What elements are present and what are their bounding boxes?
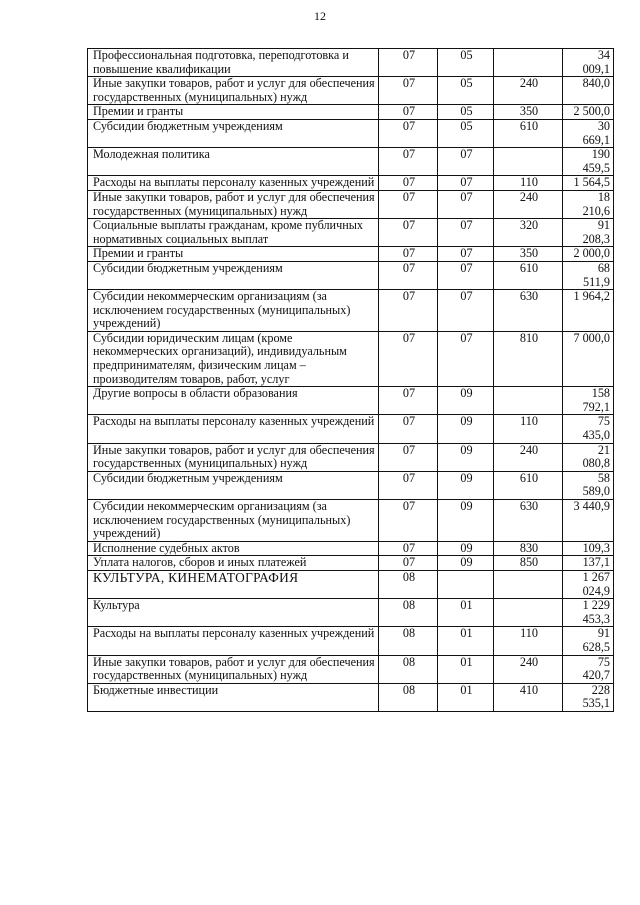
row-name-cell: Иные закупки товаров, работ и услуг для обеспечения государственных (муниципальных) нужд [88, 190, 379, 218]
row-subsection-cell: 09 [438, 541, 494, 556]
row-section-cell: 07 [379, 190, 438, 218]
row-subsection-cell: 09 [438, 387, 494, 415]
row-expense-type-cell [494, 387, 563, 415]
row-section-cell: 07 [379, 49, 438, 77]
row-name-cell: Субсидии бюджетным учреждениям [88, 471, 379, 499]
row-amount-cell: 75 420,7 [563, 655, 614, 683]
budget-table-body [88, 49, 614, 712]
table-row [88, 261, 614, 289]
row-expense-type-cell: 240 [494, 655, 563, 683]
row-expense-type-cell: 410 [494, 683, 563, 711]
table-row [88, 556, 614, 571]
row-amount-cell: 840,0 [563, 77, 614, 105]
row-section-cell: 08 [379, 683, 438, 711]
row-subsection-cell: 09 [438, 471, 494, 499]
row-section-cell: 08 [379, 627, 438, 655]
table-row [88, 627, 614, 655]
row-subsection-cell: 01 [438, 683, 494, 711]
row-amount-cell: 228 535,1 [563, 683, 614, 711]
row-expense-type-cell [494, 570, 563, 598]
row-section-cell: 07 [379, 500, 438, 542]
row-subsection-cell: 09 [438, 500, 494, 542]
table-row [88, 247, 614, 262]
row-amount-cell: 190 459,5 [563, 148, 614, 176]
table-row [88, 443, 614, 471]
row-expense-type-cell: 850 [494, 556, 563, 571]
row-amount-cell: 1 964,2 [563, 290, 614, 332]
row-subsection-cell: 07 [438, 331, 494, 386]
row-subsection-cell: 05 [438, 119, 494, 147]
row-subsection-cell: 01 [438, 599, 494, 627]
row-amount-cell: 1 267 024,9 [563, 570, 614, 598]
row-amount-cell: 34 009,1 [563, 49, 614, 77]
row-section-cell: 08 [379, 599, 438, 627]
row-section-cell: 07 [379, 387, 438, 415]
table-row [88, 331, 614, 386]
row-name-cell: Профессиональная подготовка, переподготовка и повышение квалификации [88, 49, 379, 77]
row-amount-cell: 2 500,0 [563, 105, 614, 120]
row-name-cell: Субсидии некоммерческим организациям (за исключением государственных (муниципальных) учреждений) [88, 500, 379, 542]
row-section-cell: 07 [379, 77, 438, 105]
row-subsection-cell: 01 [438, 627, 494, 655]
row-section-cell: 07 [379, 261, 438, 289]
row-amount-cell: 75 435,0 [563, 415, 614, 443]
row-expense-type-cell: 810 [494, 331, 563, 386]
table-row [88, 387, 614, 415]
row-amount-cell: 137,1 [563, 556, 614, 571]
page-number: 12 [314, 9, 326, 23]
row-name-cell: Субсидии некоммерческим организациям (за исключением государственных (муниципальных) учреждений) [88, 290, 379, 332]
row-expense-type-cell: 350 [494, 247, 563, 262]
row-section-cell: 07 [379, 148, 438, 176]
table-row [88, 415, 614, 443]
row-section-cell: 07 [379, 443, 438, 471]
row-section-cell: 08 [379, 655, 438, 683]
row-section-cell: 07 [379, 105, 438, 120]
row-subsection-cell: 07 [438, 219, 494, 247]
row-subsection-cell: 07 [438, 190, 494, 218]
row-subsection-cell: 05 [438, 49, 494, 77]
row-section-cell: 07 [379, 415, 438, 443]
row-subsection-cell: 07 [438, 176, 494, 191]
row-section-cell: 07 [379, 471, 438, 499]
budget-table [87, 48, 614, 712]
table-row [88, 570, 614, 598]
table-row [88, 541, 614, 556]
row-expense-type-cell: 240 [494, 77, 563, 105]
row-expense-type-cell: 320 [494, 219, 563, 247]
table-row [88, 119, 614, 147]
row-amount-cell: 1 564,5 [563, 176, 614, 191]
table-row [88, 471, 614, 499]
row-amount-cell: 109,3 [563, 541, 614, 556]
row-name-cell: Субсидии юридическим лицам (кроме некоммерческих организаций), индивидуальным предпринимателям, физическим лицам – производителям товаров, работ, услуг [88, 331, 379, 386]
row-amount-cell: 158 792,1 [563, 387, 614, 415]
row-amount-cell: 1 229 453,3 [563, 599, 614, 627]
row-name-cell: Расходы на выплаты персоналу казенных учреждений [88, 415, 379, 443]
row-subsection-cell [438, 570, 494, 598]
row-subsection-cell: 07 [438, 148, 494, 176]
row-name-cell: КУЛЬТУРА, КИНЕМАТОГРАФИЯ [88, 570, 379, 598]
row-subsection-cell: 05 [438, 105, 494, 120]
row-subsection-cell: 09 [438, 443, 494, 471]
row-expense-type-cell: 350 [494, 105, 563, 120]
row-section-cell: 07 [379, 247, 438, 262]
row-amount-cell: 68 511,9 [563, 261, 614, 289]
row-expense-type-cell [494, 148, 563, 176]
row-name-cell: Иные закупки товаров, работ и услуг для обеспечения государственных (муниципальных) нужд [88, 443, 379, 471]
row-expense-type-cell: 240 [494, 443, 563, 471]
row-name-cell: Иные закупки товаров, работ и услуг для обеспечения государственных (муниципальных) нужд [88, 77, 379, 105]
row-amount-cell: 21 080,8 [563, 443, 614, 471]
row-expense-type-cell: 240 [494, 190, 563, 218]
row-name-cell: Субсидии бюджетным учреждениям [88, 261, 379, 289]
row-expense-type-cell: 630 [494, 500, 563, 542]
row-expense-type-cell [494, 599, 563, 627]
row-amount-cell: 91 628,5 [563, 627, 614, 655]
row-name-cell: Премии и гранты [88, 247, 379, 262]
row-subsection-cell: 01 [438, 655, 494, 683]
table-row [88, 599, 614, 627]
row-section-cell: 07 [379, 331, 438, 386]
table-row [88, 219, 614, 247]
row-subsection-cell: 05 [438, 77, 494, 105]
row-subsection-cell: 09 [438, 556, 494, 571]
row-name-cell: Уплата налогов, сборов и иных платежей [88, 556, 379, 571]
row-expense-type-cell [494, 49, 563, 77]
row-amount-cell: 3 440,9 [563, 500, 614, 542]
row-section-cell: 07 [379, 119, 438, 147]
row-name-cell: Расходы на выплаты персоналу казенных учреждений [88, 627, 379, 655]
row-expense-type-cell: 610 [494, 261, 563, 289]
table-row [88, 190, 614, 218]
table-row [88, 176, 614, 191]
table-row [88, 49, 614, 77]
row-section-cell: 07 [379, 219, 438, 247]
table-row [88, 655, 614, 683]
row-amount-cell: 7 000,0 [563, 331, 614, 386]
row-name-cell: Премии и гранты [88, 105, 379, 120]
row-amount-cell: 18 210,6 [563, 190, 614, 218]
row-expense-type-cell: 110 [494, 176, 563, 191]
row-amount-cell: 58 589,0 [563, 471, 614, 499]
table-row [88, 105, 614, 120]
row-name-cell: Молодежная политика [88, 148, 379, 176]
row-section-cell: 07 [379, 176, 438, 191]
row-subsection-cell: 07 [438, 247, 494, 262]
row-expense-type-cell: 610 [494, 119, 563, 147]
row-expense-type-cell: 110 [494, 627, 563, 655]
row-name-cell: Бюджетные инвестиции [88, 683, 379, 711]
row-section-cell: 08 [379, 570, 438, 598]
row-expense-type-cell: 830 [494, 541, 563, 556]
row-expense-type-cell: 110 [494, 415, 563, 443]
row-section-cell: 07 [379, 541, 438, 556]
row-subsection-cell: 07 [438, 290, 494, 332]
row-name-cell: Исполнение судебных актов [88, 541, 379, 556]
row-section-cell: 07 [379, 556, 438, 571]
row-expense-type-cell: 610 [494, 471, 563, 499]
table-row [88, 290, 614, 332]
row-section-cell: 07 [379, 290, 438, 332]
row-subsection-cell: 09 [438, 415, 494, 443]
row-amount-cell: 30 669,1 [563, 119, 614, 147]
row-name-cell: Культура [88, 599, 379, 627]
row-amount-cell: 2 000,0 [563, 247, 614, 262]
table-row [88, 77, 614, 105]
table-row [88, 683, 614, 711]
row-subsection-cell: 07 [438, 261, 494, 289]
row-name-cell: Расходы на выплаты персоналу казенных учреждений [88, 176, 379, 191]
row-amount-cell: 91 208,3 [563, 219, 614, 247]
row-name-cell: Другие вопросы в области образования [88, 387, 379, 415]
row-name-cell: Иные закупки товаров, работ и услуг для обеспечения государственных (муниципальных) нужд [88, 655, 379, 683]
table-row [88, 500, 614, 542]
row-name-cell: Социальные выплаты гражданам, кроме публичных нормативных социальных выплат [88, 219, 379, 247]
table-row [88, 148, 614, 176]
row-name-cell: Субсидии бюджетным учреждениям [88, 119, 379, 147]
row-expense-type-cell: 630 [494, 290, 563, 332]
